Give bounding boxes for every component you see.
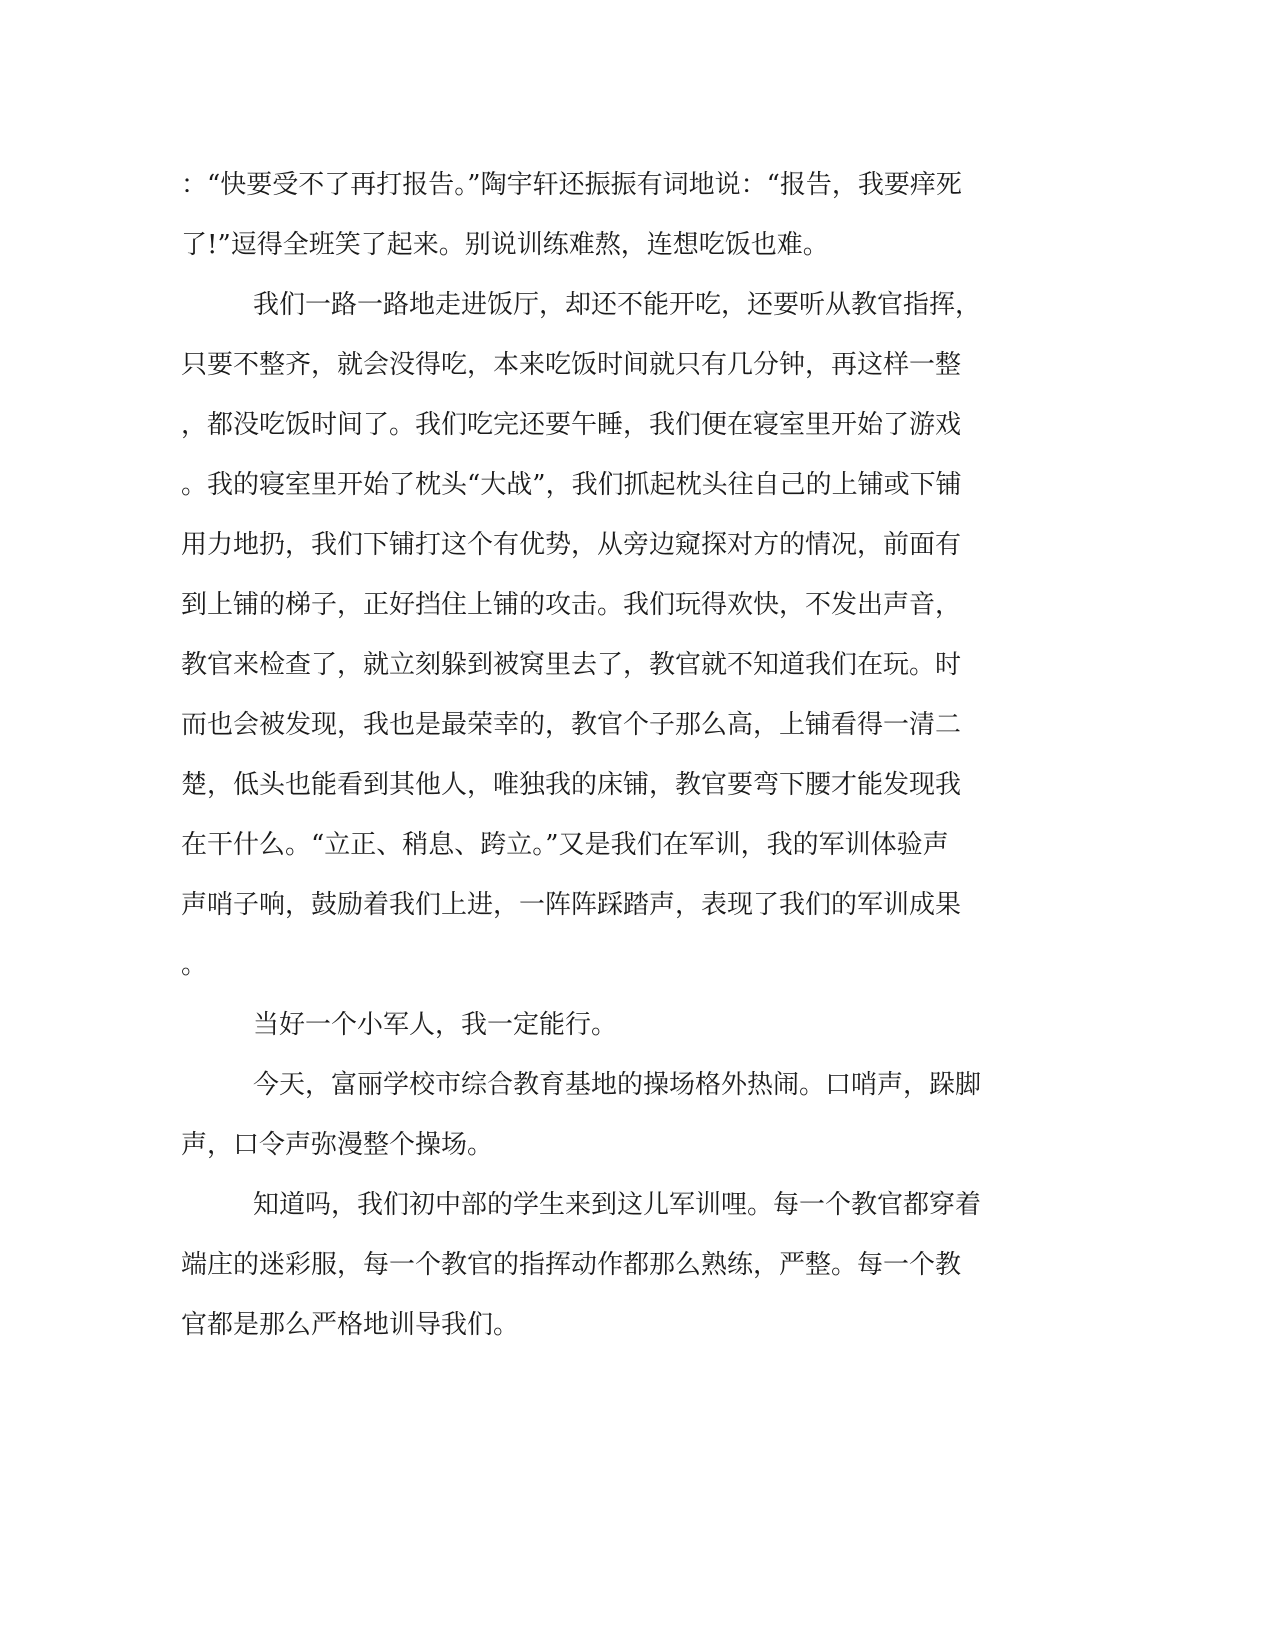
text-line: 声哨子响，鼓励着我们上进，一阵阵踩踏声，表现了我们的军训成果 [181,890,962,920]
text-line: ：“快要受不了再打报告。”陶宇轩还振振有词地说：“报告，我要痒死 [181,170,962,200]
text-line: 在干什么。“立正、稍息、跨立。”又是我们在军训，我的军训体验声 [181,830,949,860]
text-line: 。我的寝室里开始了枕头“大战”，我们抓起枕头往自己的上铺或下铺 [181,470,962,500]
text-line: 楚，低头也能看到其他人，唯独我的床铺，教官要弯下腰才能发现我 [181,770,962,800]
document-body [181,155,1043,1355]
text-line: ，都没吃饭时间了。我们吃完还要午睡，我们便在寝室里开始了游戏 [181,410,962,440]
paragraph-start-line: 当好一个小军人，我一定能行。 [253,1010,618,1040]
text-line: 。 [181,950,208,980]
text-line: 只要不整齐，就会没得吃，本来吃饭时间就只有几分钟，再这样一整 [181,350,962,380]
text-line: 官都是那么严格地训导我们。 [181,1310,520,1340]
paragraph-start-line: 今天，富丽学校市综合教育基地的操场格外热闹。口哨声，跺脚 [253,1070,982,1100]
text-line: 声，口令声弥漫整个操场。 [181,1130,494,1160]
paragraph-start-line: 我们一路一路地走进饭厅，却还不能开吃，还要听从教官指挥， [253,290,982,320]
paragraph-start-line: 知道吗，我们初中部的学生来到这儿军训哩。每一个教官都穿着 [253,1190,982,1220]
text-line: 教官来检查了，就立刻躲到被窝里去了，教官就不知道我们在玩。时 [181,650,962,680]
text-line: 了!”逗得全班笑了起来。别说训练难熬，连想吃饭也难。 [181,230,829,260]
text-line: 而也会被发现，我也是最荣幸的，教官个子那么高，上铺看得一清二 [181,710,962,740]
text-line: 端庄的迷彩服，每一个教官的指挥动作都那么熟练，严整。每一个教 [181,1250,962,1280]
text-line: 到上铺的梯子，正好挡住上铺的攻击。我们玩得欢快，不发出声音， [181,590,962,620]
text-line: 用力地扔，我们下铺打这个有优势，从旁边窥探对方的情况，前面有 [181,530,962,560]
